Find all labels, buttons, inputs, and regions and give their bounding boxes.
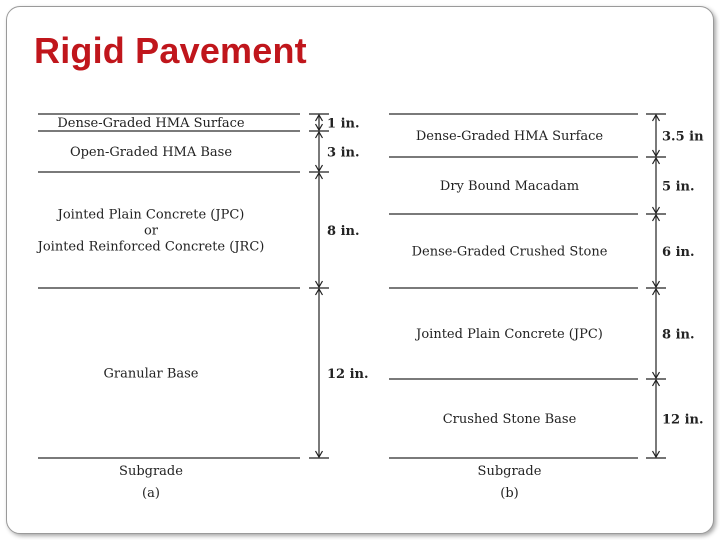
thickness-label: 12 in. <box>662 412 704 428</box>
layer-label: Dense-Graded Crushed Stone <box>411 244 608 260</box>
thickness-label: 8 in. <box>662 327 695 343</box>
layer-label: Jointed Plain Concrete (JPC) <box>416 327 603 342</box>
thickness-label: 12 in. <box>327 367 369 382</box>
layer-label: or <box>143 223 159 239</box>
thickness-label: 8 in. <box>327 224 360 239</box>
subgrade-label: Subgrade <box>477 464 542 479</box>
layer-label: Jointed Reinforced Concrete (JRC) <box>37 239 265 255</box>
subgrade-label: Subgrade <box>119 464 183 479</box>
slide-title: Rigid Pavement <box>34 30 307 71</box>
layer-label: Jointed Plain Concrete (JPC) <box>57 207 245 223</box>
layer-label: Dry Bound Macadam <box>439 179 580 194</box>
thickness-label: 1 in. <box>327 116 360 132</box>
thickness-label: 5 in. <box>662 179 695 195</box>
figure-caption: (a) <box>142 486 160 501</box>
thickness-label: 3.5 in <box>662 129 704 145</box>
cross-section-a <box>36 114 369 501</box>
layer-label: Open-Graded HMA Base <box>69 145 233 160</box>
thickness-label: 6 in. <box>662 245 695 260</box>
layer-label: Crushed Stone Base <box>442 412 577 427</box>
cross-section-b <box>389 114 704 501</box>
thickness-label: 3 in. <box>327 145 360 161</box>
figure-caption: (b) <box>500 486 519 501</box>
layer-label: Granular Base <box>103 366 199 382</box>
layer-label: Dense-Graded HMA Surface <box>57 116 245 131</box>
layer-label: Dense-Graded HMA Surface <box>415 129 604 144</box>
